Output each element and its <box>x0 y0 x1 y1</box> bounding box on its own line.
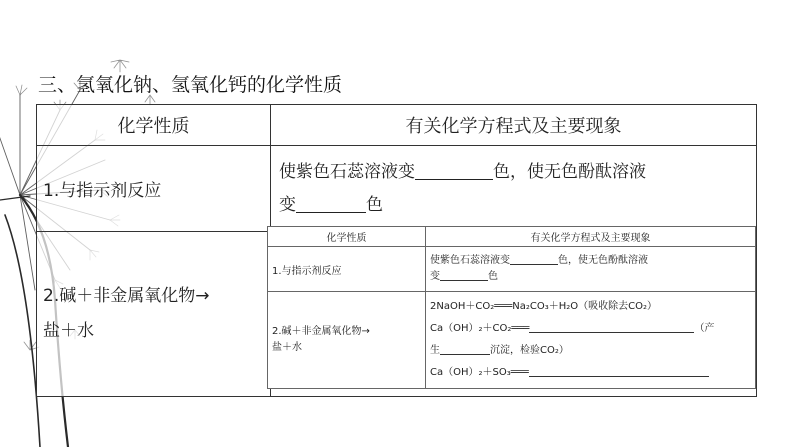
answer-blank <box>296 195 366 213</box>
desc-text: 使紫色石蕊溶液变 <box>279 162 415 182</box>
description-cell <box>426 292 756 389</box>
equation-caoh2-co2: Ca（OH）₂＋CO₂═══ <box>430 323 530 334</box>
table-header-row <box>37 105 757 146</box>
answer-blank <box>440 345 490 356</box>
answer-blank <box>529 323 694 334</box>
answer-blank <box>510 255 558 266</box>
table-row <box>37 146 757 232</box>
property-cell <box>268 292 426 389</box>
answer-blank <box>529 367 709 378</box>
desc-text: 生 <box>430 345 440 356</box>
prop-text: 盐＋水 <box>43 321 94 341</box>
prop-text: 2.碱＋非金属氧化物→ <box>43 286 210 306</box>
inner-properties-table <box>267 226 756 389</box>
desc-text: 使紫色石蕊溶液变 <box>430 255 510 266</box>
desc-text: 色，使无色酚酞溶液 <box>558 255 648 266</box>
equation-naoh-co2: 2NaOH＋CO₂═══Na₂CO₃＋H₂O（吸收除去CO₂） <box>430 301 658 312</box>
property-cell: 1.与指示剂反应 <box>37 146 271 232</box>
prop-text: 盐＋水 <box>272 342 302 353</box>
desc-text: （产 <box>694 323 715 334</box>
table-header-row <box>268 227 756 247</box>
desc-text: 沉淀，检验CO₂） <box>490 345 569 356</box>
desc-text: 变 <box>430 271 440 282</box>
desc-text: 色 <box>488 271 498 282</box>
answer-blank <box>440 271 488 282</box>
desc-text: 色 <box>366 195 383 215</box>
table-row <box>268 247 756 292</box>
header-property: 化学性质 <box>268 227 426 247</box>
property-cell: 1.与指示剂反应 <box>268 247 426 292</box>
header-equation: 有关化学方程式及主要现象 <box>426 227 756 247</box>
header-equation: 有关化学方程式及主要现象 <box>271 105 757 146</box>
section-title: 三、氢氧化钠、氢氧化钙的化学性质 <box>38 74 343 96</box>
property-cell <box>37 232 271 397</box>
table-row <box>268 292 756 389</box>
desc-text: 色，使无色酚酞溶液 <box>493 162 646 182</box>
description-cell <box>426 247 756 292</box>
description-cell <box>271 146 757 232</box>
answer-blank <box>415 162 493 180</box>
equation-caoh2-so3: Ca（OH）₂＋SO₃═══ <box>430 367 529 378</box>
header-property: 化学性质 <box>37 105 271 146</box>
desc-text: 变 <box>279 195 296 215</box>
prop-text: 2.碱＋非金属氧化物→ <box>272 326 370 337</box>
